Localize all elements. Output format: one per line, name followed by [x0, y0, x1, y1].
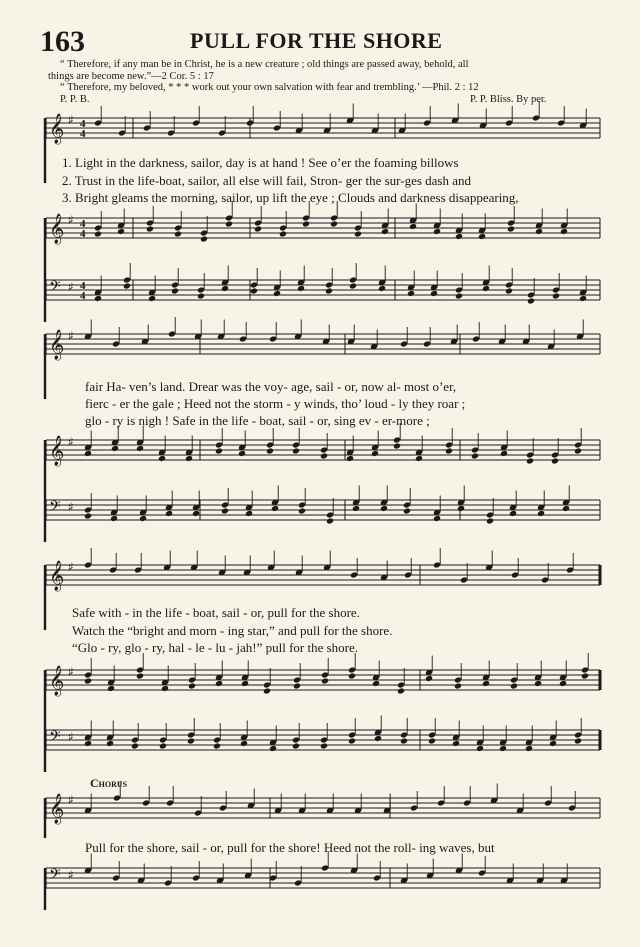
note-head — [534, 680, 542, 687]
note-head — [562, 505, 570, 512]
note-head — [84, 677, 92, 684]
note-head — [348, 737, 356, 744]
lyric-s3-v2: Watch the “bright and morn - ing star,” and pull for the shore. — [72, 623, 393, 638]
note-head — [84, 512, 92, 519]
note-head — [425, 675, 433, 682]
lyric-s2-v3: glo - ry is nigh ! Safe in the life - boat, sail - or, sing ev - er-more ; — [85, 413, 430, 428]
note-head — [552, 292, 560, 299]
note-head — [266, 447, 274, 454]
bass-clef-icon: 𝄢 — [49, 498, 61, 519]
note-head — [380, 505, 388, 512]
note-head — [215, 680, 223, 687]
note-head — [371, 450, 379, 457]
note-head — [574, 447, 582, 454]
note-head — [238, 450, 246, 457]
note-head — [559, 680, 567, 687]
lyric-s3-v3: “Glo - ry, glo - ry, hal - le - lu - jah!” pull for the shore. — [72, 640, 359, 655]
note-head — [393, 442, 401, 449]
note-head — [94, 295, 102, 302]
note-head — [326, 517, 334, 524]
note-head — [320, 742, 328, 749]
note-head — [321, 677, 329, 684]
note-head — [510, 682, 518, 689]
note-head — [325, 287, 333, 294]
note-head — [378, 285, 386, 292]
note-head — [560, 228, 568, 235]
note-head — [428, 737, 436, 744]
note-head — [148, 295, 156, 302]
note-head — [407, 290, 415, 297]
note-head — [131, 742, 139, 749]
note-head — [430, 290, 438, 297]
sharp-icon: ♯ — [68, 868, 74, 882]
note-head — [346, 455, 354, 462]
note-head — [574, 737, 582, 744]
note-head — [433, 515, 441, 522]
note-head — [500, 450, 508, 457]
note-head — [146, 225, 154, 232]
note-head — [136, 672, 144, 679]
note-head — [455, 292, 463, 299]
note-head — [271, 505, 279, 512]
note-head — [245, 510, 253, 517]
note-head — [507, 225, 515, 232]
note-head — [192, 510, 200, 517]
note-head — [250, 287, 258, 294]
lyric-s3-v1: Safe with - in the life - boat, sail - or, pull for the shore. — [72, 605, 360, 620]
note-head — [254, 225, 262, 232]
note-head — [352, 505, 360, 512]
note-head — [486, 517, 494, 524]
bass-clef-icon: 𝄢 — [49, 866, 61, 887]
time-signature-bottom: 4 — [80, 228, 86, 240]
time-signature-top: 4 — [80, 280, 86, 292]
note-head — [478, 233, 486, 240]
note-head — [397, 687, 405, 694]
note-head — [187, 737, 195, 744]
note-head — [279, 230, 287, 237]
note-head — [302, 220, 310, 227]
credit-right: P. P. Bliss. By per. — [470, 94, 547, 105]
note-head — [403, 507, 411, 514]
treble-clef-icon: 𝄞 — [49, 794, 65, 824]
note-head — [505, 287, 513, 294]
note-head — [292, 742, 300, 749]
note-head — [293, 682, 301, 689]
note-head — [84, 740, 92, 747]
note-head — [400, 737, 408, 744]
note-head — [241, 680, 249, 687]
note-head — [527, 297, 535, 304]
note-head — [482, 285, 490, 292]
note-head — [139, 515, 147, 522]
note-head — [455, 233, 463, 240]
note-head — [454, 682, 462, 689]
hymn-title: PULL FOR THE SHORE — [190, 28, 443, 53]
note-head — [372, 680, 380, 687]
treble-clef-icon: 𝄞 — [49, 561, 65, 591]
lyric-s1-v2: 2. Trust in the life-boat, sailor, all else will fail, Stron- ger the sur-ges dash and — [62, 173, 472, 188]
note-head — [263, 687, 271, 694]
note-head — [158, 455, 166, 462]
note-head — [381, 228, 389, 235]
note-head — [106, 740, 114, 747]
note-head — [161, 685, 169, 692]
note-head — [499, 745, 507, 752]
note-head — [509, 510, 517, 517]
note-head — [225, 220, 233, 227]
note-head — [240, 740, 248, 747]
note-head — [551, 457, 559, 464]
note-head — [123, 282, 131, 289]
epigraph-line-3: “ Therefore, my beloved, * * * work out your own salvation with fear and trembling.’ —Phil. 2 : 12 — [60, 82, 479, 93]
note-head — [159, 742, 167, 749]
sharp-icon: ♯ — [68, 730, 74, 744]
treble-clef-icon: 𝄞 — [49, 436, 65, 466]
bass-clef-icon: 𝄢 — [49, 278, 61, 299]
sharp-icon: ♯ — [68, 435, 74, 449]
note-head — [579, 295, 587, 302]
note-head — [292, 447, 300, 454]
note-head — [549, 740, 557, 747]
bass-clef-icon: 𝄢 — [49, 728, 61, 749]
lyric-chorus: Pull for the shore, sail - or, pull for the shore! Heed not the roll- ing waves, but — [85, 840, 495, 855]
note-head — [445, 447, 453, 454]
note-head — [537, 510, 545, 517]
note-head — [535, 228, 543, 235]
sharp-icon: ♯ — [68, 329, 74, 343]
time-signature-bottom: 4 — [80, 290, 86, 302]
note-head — [433, 228, 441, 235]
sharp-icon: ♯ — [68, 560, 74, 574]
note-head — [526, 457, 534, 464]
note-head — [221, 507, 229, 514]
credit-left: P. P. B. — [60, 94, 90, 105]
lyric-s1-v3: 3. Bright gleams the morning, sailor, up lift the eye ; Clouds and darkness disappearing, — [62, 190, 519, 205]
sharp-icon: ♯ — [68, 500, 74, 514]
note-head — [269, 745, 277, 752]
note-head — [185, 455, 193, 462]
note-head — [197, 292, 205, 299]
note-head — [457, 505, 465, 512]
lyric-s1-v1: 1. Light in the darkness, sailor, day is at hand ! See o’er the foaming billows — [62, 155, 459, 170]
note-head — [525, 745, 533, 752]
note-head — [354, 230, 362, 237]
hymn-number: 163 — [40, 25, 85, 58]
treble-clef-icon: 𝄞 — [49, 214, 65, 244]
treble-clef-icon: 𝄞 — [49, 330, 65, 360]
note-head — [171, 287, 179, 294]
note-head — [482, 680, 490, 687]
note-head — [221, 285, 229, 292]
note-head — [165, 510, 173, 517]
note-head — [188, 682, 196, 689]
note-head — [136, 445, 144, 452]
sharp-icon: ♯ — [68, 213, 74, 227]
note-head — [581, 672, 589, 679]
note-head — [117, 228, 125, 235]
note-head — [349, 282, 357, 289]
note-head — [297, 285, 305, 292]
note-head — [110, 515, 118, 522]
note-head — [94, 230, 102, 237]
lyric-s2-v1: fair Ha- ven’s land. Drear was the voy- age, sail - or, now al- most o’er, — [85, 379, 457, 394]
note-head — [471, 452, 479, 459]
note-head — [330, 220, 338, 227]
note-head — [174, 230, 182, 237]
lyric-s2-v2: fierc - er the gale ; Heed not the storm - y winds, tho’ loud - ly they roar ; — [85, 396, 466, 411]
epigraph-line-1: “ Therefore, if any man be in Christ, he is a new creature ; old things are passed away, behold, all — [60, 59, 469, 70]
sharp-icon: ♯ — [68, 793, 74, 807]
note-head — [107, 685, 115, 692]
time-signature-top: 4 — [80, 118, 86, 130]
note-head — [111, 445, 119, 452]
treble-clef-icon: 𝄞 — [49, 114, 65, 144]
note-head — [348, 672, 356, 679]
note-head — [374, 735, 382, 742]
treble-clef-icon: 𝄞 — [49, 666, 65, 696]
note-head — [273, 290, 281, 297]
sharp-icon: ♯ — [68, 665, 74, 679]
sharp-icon: ♯ — [68, 113, 74, 127]
time-signature-top: 4 — [80, 218, 86, 230]
chorus-label: Chorus — [90, 776, 128, 790]
note-head — [298, 507, 306, 514]
note-head — [84, 450, 92, 457]
note-head — [215, 447, 223, 454]
note-head — [213, 742, 221, 749]
time-signature-bottom: 4 — [80, 128, 86, 140]
note-head — [452, 740, 460, 747]
note-head — [409, 223, 417, 230]
note-head — [415, 455, 423, 462]
note-head — [476, 745, 484, 752]
epigraph-line-2: things are become new.”—2 Cor. 5 : 17 — [48, 71, 214, 82]
note-head — [320, 452, 328, 459]
note-head — [200, 235, 208, 242]
sharp-icon: ♯ — [68, 280, 74, 294]
